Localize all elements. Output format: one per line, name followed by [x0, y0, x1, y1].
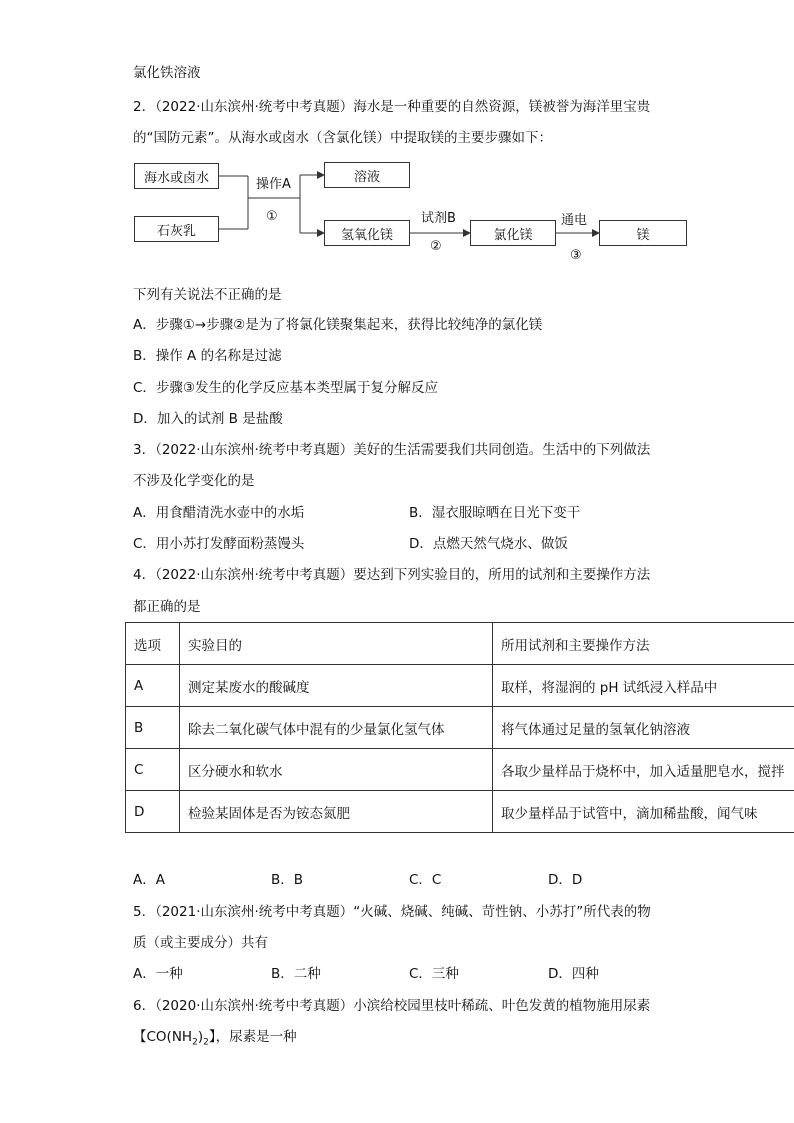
q5-option-a: A．一种	[133, 966, 183, 982]
table-cell: 将气体通过足量的氢氧化钠溶液	[493, 707, 794, 749]
table-cell: B	[126, 707, 180, 749]
q6-stem-tail: 】，尿素是一种	[208, 1029, 297, 1045]
q6-stem-line1: 6．（2020·山东滨州·统考中考真题）小滨给校园里枝叶稀疏、叶色发黄的植物施用尿素	[133, 998, 651, 1014]
q5-option-c: C．三种	[409, 966, 459, 982]
table-cell: 检验某固体是否为铵态氮肥	[180, 791, 493, 833]
table-row	[126, 791, 794, 833]
table-cell: 各取少量样品于烧杯中，加入适量肥皂水，搅拌	[493, 749, 794, 791]
q6-stem-line2	[133, 1028, 297, 1052]
table-cell: 取少量样品于试管中，滴加稀盐酸，闻气味	[493, 791, 794, 833]
table-row	[126, 707, 794, 749]
label-operation-a: 操作A	[256, 177, 291, 192]
q3-stem-line1: 3．（2022·山东滨州·统考中考真题）美好的生活需要我们共同创造。生活中的下列做法	[133, 442, 651, 458]
table-cell: 测定某废水的酸碱度	[180, 665, 493, 707]
q2-option-a: A．步骤①→步骤②是为了将氯化镁聚集起来，获得比较纯净的氯化镁	[133, 317, 543, 333]
previous-answer-fragment: 氯化铁溶液	[133, 65, 201, 81]
experiment-table	[125, 622, 794, 833]
box-magnesium: 镁	[599, 220, 687, 246]
label-step-2: ②	[430, 239, 442, 254]
q4-option-c: C．C	[409, 872, 442, 888]
q5-option-b: B．二种	[271, 966, 321, 982]
q3-option-d: D．点燃天然气烧水、做饭	[409, 536, 568, 552]
q2-question: 下列有关说法不正确的是	[133, 287, 282, 303]
urea-formula-subscript: 2	[192, 1037, 198, 1048]
q3-option-a: A．用食醋清洗水壶中的水垢	[133, 505, 305, 521]
label-step-1: ①	[266, 209, 278, 224]
flowchart-connectors	[0, 0, 794, 300]
label-electrolysis: 通电	[561, 213, 588, 228]
table-cell: A	[126, 665, 180, 707]
table-cell: 除去二氧化碳气体中混有的少量氯化氢气体	[180, 707, 493, 749]
q5-stem-line2: 质（或主要成分）共有	[133, 935, 268, 951]
q3-option-b: B．湿衣服晾晒在日光下变干	[409, 505, 581, 521]
q3-stem-line2: 不涉及化学变化的是	[133, 473, 255, 489]
box-seawater: 海水或卤水	[134, 163, 219, 189]
label-step-3: ③	[570, 248, 582, 263]
q4-stem-line1: 4．（2022·山东滨州·统考中考真题）要达到下列实验目的，所用的试剂和主要操作方法	[133, 567, 651, 583]
box-magnesium-hydroxide: 氢氧化镁	[324, 220, 410, 246]
q4-option-a: A．A	[133, 872, 165, 888]
table-header-cell: 选项	[126, 623, 180, 665]
label-reagent-b: 试剂B	[421, 211, 456, 226]
q4-option-b: B．B	[271, 872, 304, 888]
table-header-row	[126, 623, 794, 665]
q4-stem-line2: 都正确的是	[133, 599, 201, 615]
urea-formula-paren: )	[197, 1029, 204, 1045]
table-cell: 取样，将湿润的 pH 试纸浸入样品中	[493, 665, 794, 707]
box-magnesium-chloride: 氯化镁	[470, 220, 556, 246]
table-row	[126, 665, 794, 707]
table-cell: 区分硬水和软水	[180, 749, 493, 791]
urea-formula-subscript: 2	[203, 1037, 209, 1048]
q5-stem-line1: 5．（2021·山东滨州·统考中考真题）“火碱、烧碱、纯碱、苛性钠、小苏打”所代表的物	[133, 904, 651, 920]
table-row	[126, 749, 794, 791]
q2-stem-line2: 的“国防元素”。从海水或卤水（含氯化镁）中提取镁的主要步骤如下：	[133, 130, 552, 146]
q3-option-c: C．用小苏打发酵面粉蒸馒头	[133, 536, 305, 552]
q2-option-d: D．加入的试剂 B 是盐酸	[133, 411, 283, 427]
urea-formula-open: 【CO(NH	[133, 1029, 193, 1045]
q4-option-d: D．D	[548, 872, 583, 888]
q2-option-b: B．操作 A 的名称是过滤	[133, 348, 282, 364]
box-solution: 溶液	[324, 162, 410, 188]
q2-stem-line1: 2．（2022·山东滨州·统考中考真题）海水是一种重要的自然资源，镁被誉为海洋里宝贵	[133, 99, 651, 115]
table-cell: D	[126, 791, 180, 833]
table-cell: C	[126, 749, 180, 791]
table-header-cell: 所用试剂和主要操作方法	[493, 623, 794, 665]
box-lime-milk: 石灰乳	[134, 216, 219, 242]
q2-option-c: C．步骤③发生的化学反应基本类型属于复分解反应	[133, 380, 439, 396]
table-header-cell: 实验目的	[180, 623, 493, 665]
q5-option-d: D．四种	[548, 966, 599, 982]
